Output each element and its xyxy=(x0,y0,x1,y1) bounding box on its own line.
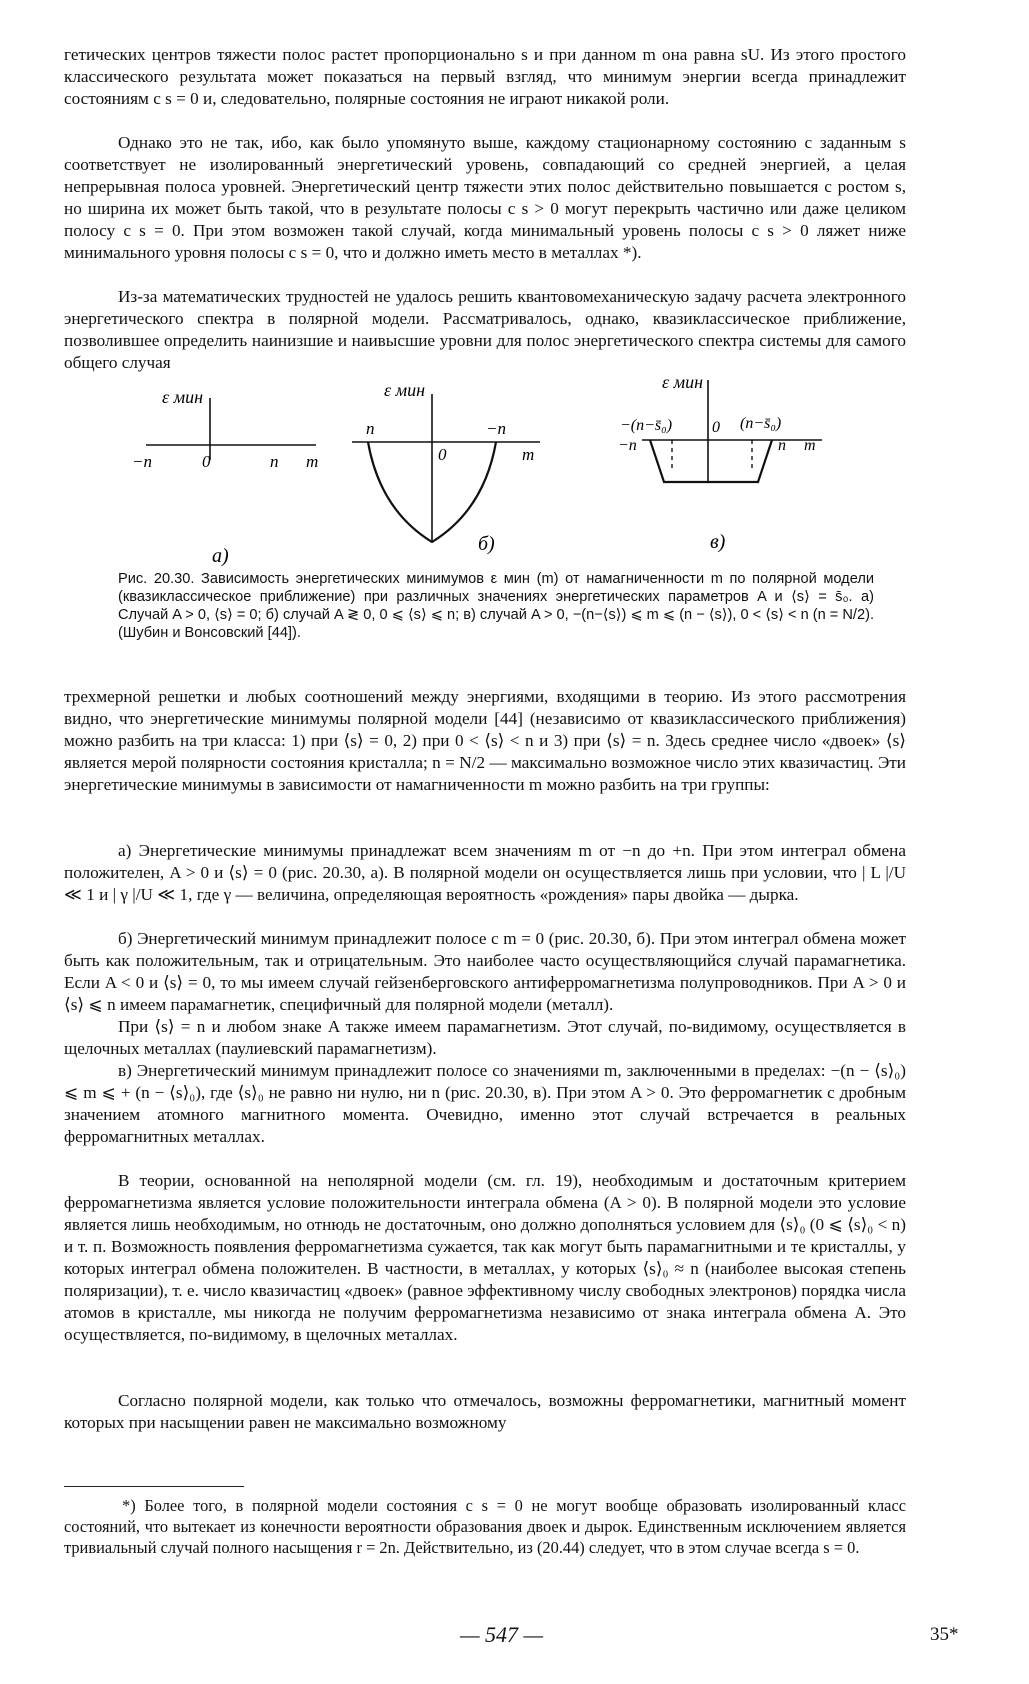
paragraph: Из-за математических трудностей не удалось решить квантовомеханическую задачу расчета электронного энергетического спектра в полярной модели. Рассматривалось, однако, квазиклассическое приближение, позволившее определить наинизшие и наивысшие уровни для полос энергетического спектра системы для самого общего случая xyxy=(64,287,906,372)
page-number: — 547 — xyxy=(460,1622,544,1647)
panel-label-b: б) xyxy=(478,533,495,555)
svg-text:n: n xyxy=(366,419,375,438)
svg-text:−(n−s̄₀): −(n−s̄₀) xyxy=(620,417,673,434)
panel-c xyxy=(618,372,822,553)
paragraph-case-c: в) Энергетический минимум принадлежит полосе со значениями m, заключенными в пределах: −(n − ⟨s⟩₀) ⩽ m ⩽ + (n − ⟨s⟩₀), где ⟨s⟩₀ не равно ни нулю, ни n (рис. 20.30, в). При этом A > 0. Это ферромагнетик с дробным значением атомного магнитного момента. Очевидно, именно этот случай встречается в реальных ферромагнитных металлах. xyxy=(64,1061,906,1146)
axis-label-c: ε мин xyxy=(662,372,704,392)
footnote-rule xyxy=(64,1486,244,1487)
paragraph: Однако это не так, ибо, как было упомянуто выше, каждому стационарному состоянию с заданным s соответствует не изолированный энергетический уровень, совпадающий со средней энергией, а целая непрерывная полоса уровней. Энергетический центр тяжести этих полос действительно повышается с ростом s, но ширина их может быть такой, что в результате полосы с s > 0 могут перекрыть частично или даже целиком полосу с s = 0. При этом возможен такой случай, когда минимальный уровень полосы с s > 0 ляжет ниже минимального уровня полосы с s = 0, что и должно иметь место в металлах *). xyxy=(64,133,906,262)
energy-curve-c xyxy=(650,440,772,482)
svg-text:0: 0 xyxy=(202,452,211,471)
panel-b xyxy=(352,380,540,555)
svg-text:−n: −n xyxy=(132,452,152,471)
panel-a xyxy=(132,387,318,567)
footnote: *) Более того, в полярной модели состояния с s = 0 не могут вообще образовать изолированный класс состояний, что вытекает из конечности вероятности образования двоек и дырок. Единственным исключением является тривиальный случай полного насыщения r = 2n. Действительно, из (20.44) следует, что в этом случае всегда s = 0. xyxy=(64,1496,906,1557)
panel-label-c: в) xyxy=(710,531,726,553)
figure-caption: Рис. 20.30. Зависимость энергетических минимумов ε мин (m) от намагниченности m по полярной модели (квазиклассическое приближение) при различных значениях энергетических параметров A и ⟨s⟩ = s̄₀. а) Случай A > 0, ⟨s⟩ = 0; б) случай A ≷ 0, 0 ⩽ ⟨s⟩ ⩽ n; в) случай A > 0, −(n−⟨s⟩) ⩽ m ⩽ (n − ⟨s⟩), 0 < ⟨s⟩ < n (n = N/2). (Шубин и Вонсовский [44]). xyxy=(118,571,874,641)
svg-text:(n−s̄₀): (n−s̄₀) xyxy=(740,415,782,432)
svg-text:−n: −n xyxy=(618,437,637,454)
paragraph-case-a: а) Энергетические минимумы принадлежат всем значениям m от −n до +n. При этом интеграл обмена положителен, A > 0 и ⟨s⟩ = 0 (рис. 20.30, а). В полярной модели он осуществляется лишь при условии, что | L |/U ≪ 1 и | γ |/U ≪ 1, где γ — величина, определяющая вероятность «рождения» пары двойка — дырка. xyxy=(64,841,906,904)
axis-label-a: ε мин xyxy=(162,387,204,407)
paragraph-continuation: гетических центров тяжести полос растет пропорционально s и при данном m она равна sU. Из этого простого классического результата может показаться на первый взгляд, что минимум энергии всегда принадлежит состояниям с s = 0 и, следовательно, полярные состояния не играют никакой роли. xyxy=(64,45,906,108)
svg-text:m: m xyxy=(804,437,816,454)
paragraph: трехмерной решетки и любых соотношений между энергиями, входящими в теорию. Из этого рассмотрения видно, что энергетические минимумы полярной модели [44] (независимо от квазиклассического приближения) можно разбить на три класса: 1) при ⟨s⟩ = 0, 2) при 0 < ⟨s⟩ < n и 3) при ⟨s⟩ = n. Здесь среднее число «двоек» ⟨s⟩ является мерой полярности состояния кристалла; n = N/2 — максимально возможное число этих квазичастиц. Эти энергетические минимумы в зависимости от намагниченности m можно разбить на три группы: xyxy=(64,687,906,794)
svg-text:m: m xyxy=(522,445,535,464)
svg-text:0: 0 xyxy=(438,445,447,464)
svg-text:n: n xyxy=(270,452,279,471)
paragraph: Согласно полярной модели, как только что отмечалось, возможны ферромагнетики, магнитный момент которых при насыщении равен не максимально возможному xyxy=(64,1391,906,1432)
paragraph: При ⟨s⟩ = n и любом знаке A также имеем парамагнетизм. Этот случай, по-видимому, осуществляется в щелочных металлах (паулиевский парамагнетизм). xyxy=(64,1017,906,1058)
panel-label-a: а) xyxy=(212,545,229,567)
svg-text:n: n xyxy=(778,437,786,454)
svg-text:0: 0 xyxy=(712,419,720,436)
svg-text:m: m xyxy=(306,452,319,471)
paragraph: В теории, основанной на неполярной модели (см. гл. 19), необходимым и достаточным критерием ферромагнетизма является условие положительности интеграла обмена (A > 0). В полярной модели это условие является лишь необходимым, но отнюдь не достаточным, оно должно дополняться условием для ⟨s⟩₀ (0 ⩽ ⟨s⟩₀ < n) и т. п. Возможность появления ферромагнетизма сужается, так как могут быть парамагнитными и те кристаллы, у которых интеграл обмена положителен. В частности, в металлах, у которых ⟨s⟩₀ ≈ n (наиболее высокая степень поляризации), т. е. число квазичастиц «двоек» (равное эффективному числу свободных электронов) порядка числа атомов в кристалле, мы никогда не получим ферромагнетизма независимо от знака интеграла обмена A. Это осуществляется, по-видимому, в щелочных металлах. xyxy=(64,1171,906,1344)
paragraph-case-b: б) Энергетический минимум принадлежит полосе с m = 0 (рис. 20.30, б). При этом интеграл обмена может быть как положительным, так и отрицательным. Это наиболее часто осуществляющийся случай парамагнетика. Если A < 0 и ⟨s⟩ = 0, то мы имеем случай гейзенберговского антиферромагнетизма полупроводников. При A > 0 и ⟨s⟩ ⩽ n имеем парамагнетик, специфичный для полярной модели (металл). xyxy=(64,929,906,1014)
signature-mark: 35* xyxy=(930,1624,959,1645)
axis-label-b: ε мин xyxy=(384,380,426,400)
svg-text:−n: −n xyxy=(486,419,506,438)
